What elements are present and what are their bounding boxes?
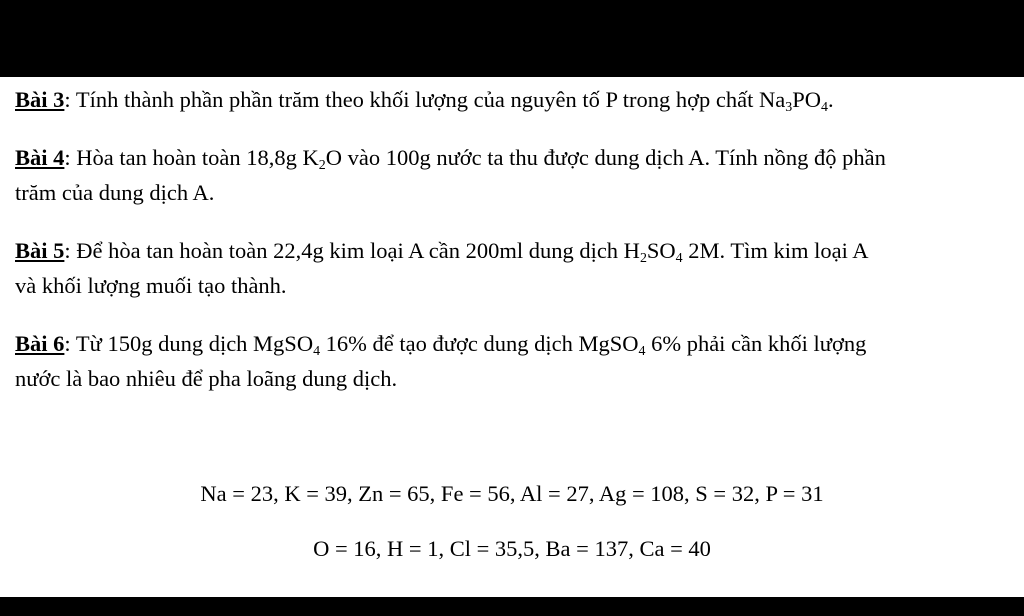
exercise-3 <box>15 82 1018 117</box>
exercise-4 <box>15 140 1018 210</box>
exercise-4-line-2: trăm của dung dịch A. <box>15 180 215 205</box>
exercise-5-line-2: và khối lượng muối tạo thành. <box>15 273 287 298</box>
exercise-5 <box>15 233 1018 303</box>
atomic-masses-line-1: Na = 23, K = 39, Zn = 65, Fe = 56, Al = 27, Ag = 108, S = 32, P = 31 <box>200 481 824 506</box>
exercise-6-label: Bài 6 <box>15 331 65 356</box>
exercise-5-line-1: Bài 5: Để hòa tan hoàn toàn 22,4g kim loại A cần 200ml dung dịch $H_2SO_4$ 2M. Tìm kim loại A <box>15 238 869 266</box>
exercise-4-text: Hòa tan hoàn toàn 18,8g $K_2O$ vào 100g nước ta thu được dung dịch A. Tính nồng độ phần <box>76 145 886 173</box>
exercise-6-line-1: Bài 6: Từ 150g dung dịch MgSO$_4$ 16% để tạo được dung dịch MgSO$_4$ 6% phải cần khối lượng <box>15 331 867 359</box>
exercise-5-label: Bài 5 <box>15 238 65 263</box>
atomic-masses-line-2: O = 16, H = 1, Cl = 35,5, Ba = 137, Ca = 40 <box>313 536 711 561</box>
exercise-6-text: Từ 150g dung dịch MgSO$_4$ 16% để tạo được dung dịch MgSO$_4$ 6% phải cần khối lượng <box>75 331 867 359</box>
exercise-5-text: Để hòa tan hoàn toàn 22,4g kim loại A cần 200ml dung dịch $H_2SO_4$ 2M. Tìm kim loại A <box>76 238 869 266</box>
exercise-3-text: Tính thành phần phần trăm theo khối lượng của nguyên tố P trong hợp chất $Na_3PO_4$. <box>75 87 834 115</box>
exercise-3-line-1: Bài 3: Tính thành phần phần trăm theo khối lượng của nguyên tố P trong hợp chất $Na_3PO_4$. <box>15 87 834 115</box>
exercise-3-label: Bài 3 <box>15 87 65 112</box>
exercise-4-label: Bài 4 <box>15 145 65 170</box>
exercise-4-line-1: Bài 4: Hòa tan hoàn toàn 18,8g $K_2O$ vào 100g nước ta thu được dung dịch A. Tính nồng độ phần <box>15 145 886 173</box>
exercise-6-line-2: nước là bao nhiêu để pha loãng dung dịch. <box>15 366 398 391</box>
document-page <box>0 77 1024 597</box>
exercise-6 <box>15 326 1018 396</box>
